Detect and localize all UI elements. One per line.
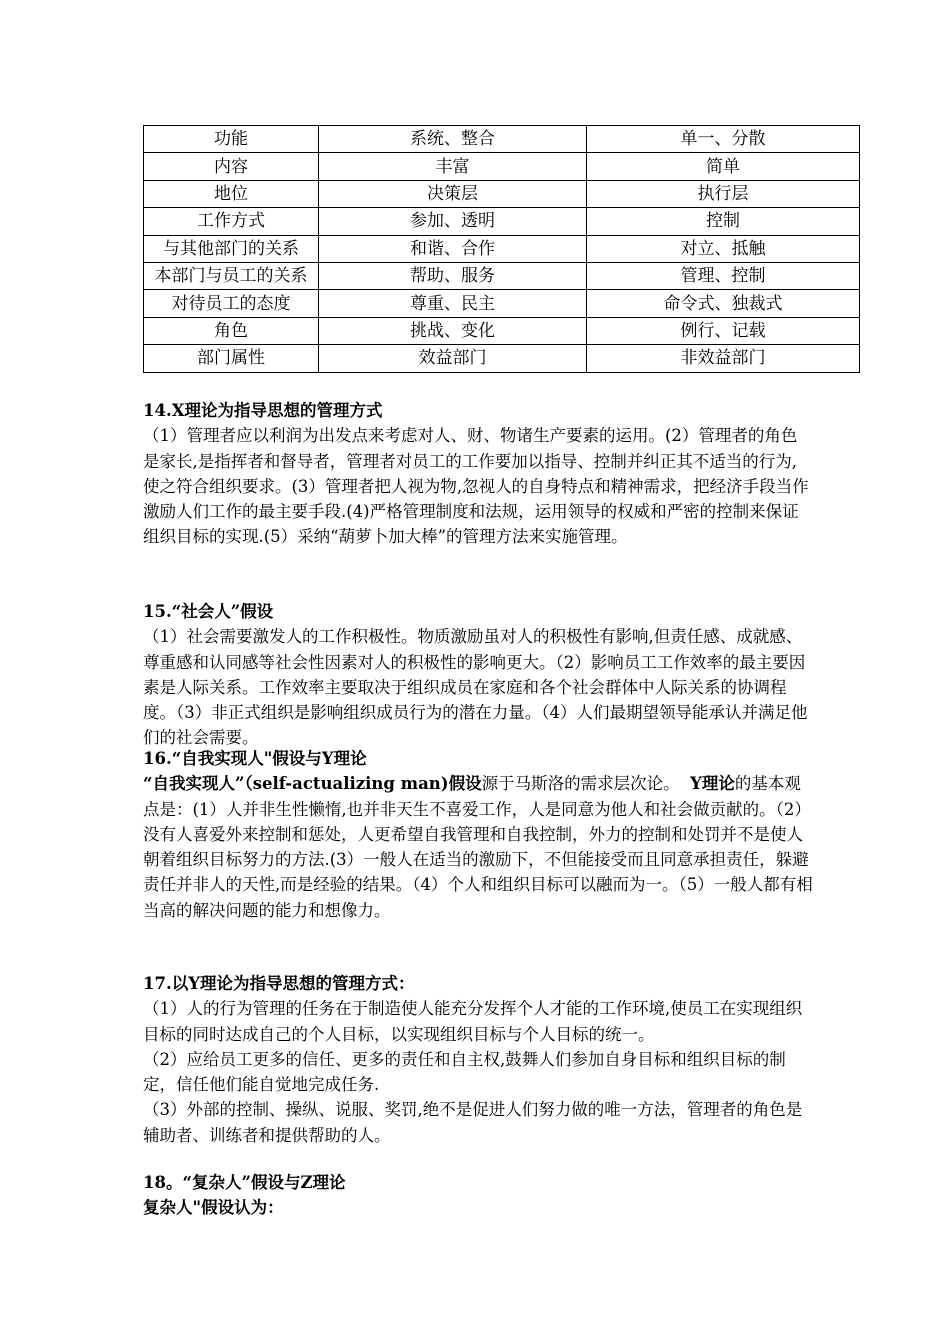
table-row [144, 180, 860, 207]
section-16-heading: 16.“自我实现人"假设与Y理论 [143, 749, 367, 768]
table-row [144, 262, 860, 289]
table-cell: 角色 [144, 317, 319, 344]
table-cell: 控制 [587, 208, 860, 235]
table-cell: 帮助、服务 [319, 262, 587, 289]
section-14-heading: 14.X理论为指导思想的管理方式 [143, 401, 383, 420]
table-row [144, 290, 860, 317]
section-16-lead-text: 源于马斯洛的需求层次论。 [481, 774, 680, 794]
section-18-heading: 18。“复杂人”假设与Z理论 [143, 1173, 346, 1192]
table-cell: 命令式、独裁式 [587, 290, 860, 317]
comparison-table [143, 125, 860, 373]
table-cell: 本部门与员工的关系 [144, 262, 319, 289]
table-cell: 工作方式 [144, 208, 319, 235]
table-cell: 参加、透明 [319, 208, 587, 235]
table-row [144, 126, 860, 153]
table-row [144, 235, 860, 262]
section-15-body: （1）社会需要激发人的工作积极性。物质激励虽对人的积极性有影响,但责任感、成就感、尊重感和认同感等社会性因素对人的积极性的影响更大。（2）影响员工工作效率的最主要因素是人际关系。工作效率主要取决于组织成员在家庭和各个社会群体中人际关系的协调程度。（3）非正式组织是影响组织成员行为的潜在力量。（4）人们最期望领导能承认并满足他们的社会需要。 [143, 627, 808, 748]
section-14 [143, 398, 813, 550]
section-16-body-text: 的基本观点是：(1）人并非生性懒惰,也并非天生不喜爱工作，人是同意为他人和社会做贡献的。（2）没有人喜爱外来控制和惩处，人更希望自我管理和自我控制，外力的控制和处罚并不是使人朝着组织目标努力的方法.(3）一般人在适当的激励下，不但能接受而且同意承担责任，躲避责任并非人的天性,而是经验的结果。（4）个人和组织目标可以融而为一。（5）一般人都有相当高的解决问题的能力和想像力。 [143, 774, 813, 920]
table-cell: 地位 [144, 180, 319, 207]
section-18 [143, 1170, 813, 1221]
section-15 [143, 599, 813, 751]
table-cell: 单一、分散 [587, 126, 860, 153]
table-cell: 管理、控制 [587, 262, 860, 289]
section-17-point-2: （2）应给员工更多的信任、更多的责任和自主权,鼓舞人们参加自身目标和组织目标的制定，信任他们能自觉地完成任务. [143, 1049, 786, 1095]
section-17-heading: 17.以Y理论为指导思想的管理方式： [143, 974, 415, 993]
section-16-body [143, 771, 813, 923]
table-cell: 对待员工的态度 [144, 290, 319, 317]
table-cell: 内容 [144, 153, 319, 180]
section-17 [143, 971, 813, 1148]
y-theory-term: Y理论 [690, 774, 735, 794]
table-cell: 挑战、变化 [319, 317, 587, 344]
section-16 [143, 746, 813, 923]
table-cell: 功能 [144, 126, 319, 153]
table-cell: 简单 [587, 153, 860, 180]
table-cell: 例行、记载 [587, 317, 860, 344]
comparison-table-body [144, 126, 860, 373]
section-17-point-3: （3）外部的控制、操纵、说服、奖罚,绝不是促进人们努力做的唯一方法，管理者的角色是辅助者、训练者和提供帮助的人。 [143, 1100, 803, 1145]
section-14-body: （1）管理者应以利润为出发点来考虑对人、财、物诸生产要素的运用。(2）管理者的角色是家长,是指挥者和督导者，管理者对员工的工作要加以指导、控制并纠正其不适当的行为,使之符合组织要求。(3）管理者把人视为物,忽视人的自身特点和精神需求，把经济手段当作激励人们工作的最主要手段.(4)严格管理制度和法规，运用领导的权威和严密的控制来保证组织目标的实现.(5）采纳“葫萝卜加大棒”的管理方法来实施管理。 [143, 426, 809, 547]
table-cell: 尊重、民主 [319, 290, 587, 317]
table-cell: 与其他部门的关系 [144, 235, 319, 262]
table-cell: 执行层 [587, 180, 860, 207]
section-18-subheading: 复杂人"假设认为： [143, 1198, 284, 1218]
table-cell: 丰富 [319, 153, 587, 180]
table-cell: 决策层 [319, 180, 587, 207]
section-15-heading: 15.“社会人”假设 [143, 602, 274, 621]
table-row [144, 153, 860, 180]
table-cell: 对立、抵触 [587, 235, 860, 262]
table-row [144, 208, 860, 235]
table-cell: 部门属性 [144, 345, 319, 372]
table-row [144, 345, 860, 372]
table-cell: 系统、整合 [319, 126, 587, 153]
self-actualizing-man-term: “自我实现人”（self-actualizing man)假设 [143, 774, 482, 794]
table-cell: 效益部门 [319, 345, 587, 372]
table-row [144, 317, 860, 344]
section-17-point-1: （1）人的行为管理的任务在于制造使人能充分发挥个人才能的工作环境,使员工在实现组织目标的同时达成自己的个人目标，以实现组织目标与个人目标的统一。 [143, 999, 803, 1044]
table-cell: 和谐、合作 [319, 235, 587, 262]
table-cell: 非效益部门 [587, 345, 860, 372]
